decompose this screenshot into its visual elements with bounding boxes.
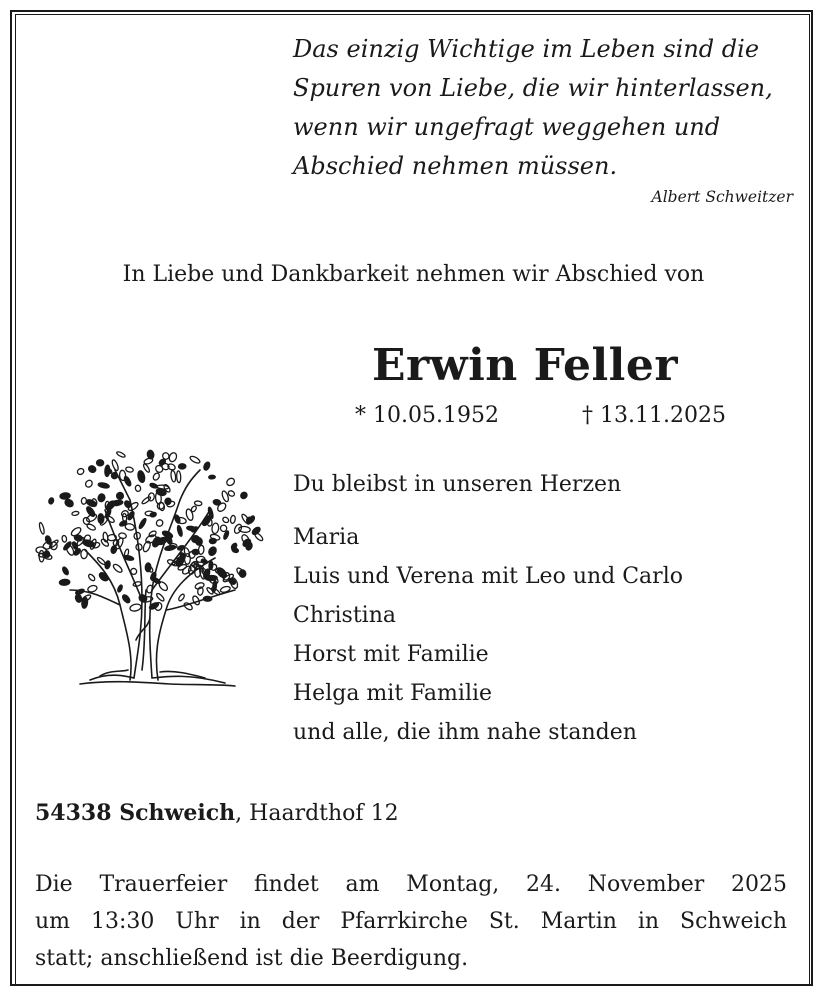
motto-text: Du bleibst in unseren Herzen [293, 472, 622, 497]
tree-leaf [220, 524, 228, 532]
tree-leaf [149, 482, 158, 489]
tree-illustration-icon [30, 440, 270, 690]
tree-leaf [116, 492, 124, 500]
tree-leaf [60, 492, 71, 499]
birth-date: * 10.05.1952 [355, 403, 499, 428]
address-city: 54338 Schweich [35, 800, 236, 826]
tree-leaf [185, 508, 194, 521]
ceremony-line: um 13:30 Uhr in der Pfarrkirche St. Martin in Schweich [35, 909, 787, 934]
mourner-line: Horst mit Familie [293, 642, 489, 667]
tree-leaf [192, 549, 199, 554]
tree-leaf [85, 506, 96, 518]
tree-leaf [81, 497, 86, 504]
quote-line: Spuren von Liebe, die wir hinterlassen, [293, 74, 773, 102]
tree-leaf [209, 538, 216, 544]
tree-leaf [125, 523, 135, 531]
tree-leaf [39, 522, 46, 534]
mourner-line: Luis und Verena mit Leo und Carlo [293, 564, 683, 589]
tree-leaf [156, 592, 166, 602]
tree-leaf [185, 554, 191, 565]
tree-leaf [72, 511, 80, 516]
tree-leaf [59, 579, 70, 586]
tree-leaf [177, 525, 184, 537]
tree-leaf [222, 516, 230, 523]
tree-leaf [178, 593, 186, 601]
tree-leaf [76, 467, 85, 475]
tree-leaf [233, 523, 243, 534]
tree-leaf [231, 547, 239, 553]
tree-leaf [112, 563, 123, 574]
tree-leaf [117, 584, 123, 592]
tree-leaf [110, 545, 117, 554]
tree-leaf [61, 566, 69, 575]
deceased-name: Erwin Feller [372, 340, 679, 391]
tree-leaf [105, 465, 111, 477]
tree-leaf [194, 501, 202, 507]
mourner-line: und alle, die ihm nahe standen [293, 720, 637, 745]
quote-line: Abschied nehmen müssen. [293, 152, 618, 180]
tree-leaf [98, 482, 110, 489]
tree-leaf [135, 485, 141, 492]
tree-leaf [125, 466, 134, 472]
tree-leaf [176, 471, 181, 483]
tree-leaf [152, 472, 161, 481]
tree-leaf [116, 451, 126, 458]
tree-leaf [119, 520, 128, 527]
tree-leaf [137, 470, 146, 483]
mourner-line: Helga mit Familie [293, 681, 493, 706]
tree-leaf [138, 518, 147, 530]
tree-leaf [195, 537, 203, 546]
tree-leaf [170, 470, 176, 482]
quote-line: Das einzig Wichtige im Leben sind die [293, 35, 760, 63]
tree-leaf [75, 594, 83, 603]
tree-leaf [239, 491, 248, 500]
ceremony-line: Die Trauerfeier findet am Montag, 24. November 2025 [35, 872, 787, 897]
tree-leaf [84, 479, 93, 488]
tree-leaf [227, 490, 235, 497]
tree-leaf [178, 464, 186, 469]
tree-leaf [189, 455, 201, 464]
tree-leaf [87, 465, 97, 474]
tree-leaf [96, 460, 104, 466]
death-date: † 13.11.2025 [582, 403, 726, 428]
tree-leaf [74, 534, 83, 542]
tree-leaf [164, 545, 176, 551]
mourners-block [293, 465, 683, 752]
tree-leaf [86, 523, 96, 531]
tree-leaf [87, 573, 95, 582]
intro-text: In Liebe und Dankbarkeit nehmen wir Abschied von [122, 262, 705, 287]
tree-leaf [157, 485, 169, 490]
tree-leaf [203, 461, 211, 471]
tree-leaf [121, 594, 131, 604]
address-street: , Haardthof 12 [235, 801, 399, 826]
mourner-line: Maria [293, 525, 360, 550]
tree-leaf [150, 512, 157, 518]
tree-leaf [129, 603, 141, 612]
quote-author: Albert Schweitzer [651, 188, 793, 206]
address [35, 800, 399, 826]
quote-block [293, 30, 798, 186]
tree-leaf [239, 570, 246, 578]
tree-leaf [164, 497, 172, 506]
tree-leaf [48, 497, 55, 504]
tree-leaf [123, 476, 132, 487]
tree-leaf [97, 493, 106, 502]
tree-leaf [209, 475, 216, 479]
tree-leaf [155, 518, 164, 527]
ceremony-text [35, 866, 787, 977]
quote-line: wenn wir ungefragt weggehen und [293, 113, 721, 141]
tree-leaf [225, 477, 236, 487]
tree-leaf [104, 560, 110, 569]
tree-leaf [207, 546, 217, 557]
tree-leaf [145, 563, 151, 572]
tree-leaf [142, 540, 152, 552]
tree-leaf [230, 515, 236, 524]
ceremony-line: statt; anschließend ist die Beerdigung. [35, 946, 469, 971]
tree-leaf [141, 496, 151, 505]
mourner-line: Christina [293, 603, 397, 628]
tree-leaf [62, 535, 67, 542]
